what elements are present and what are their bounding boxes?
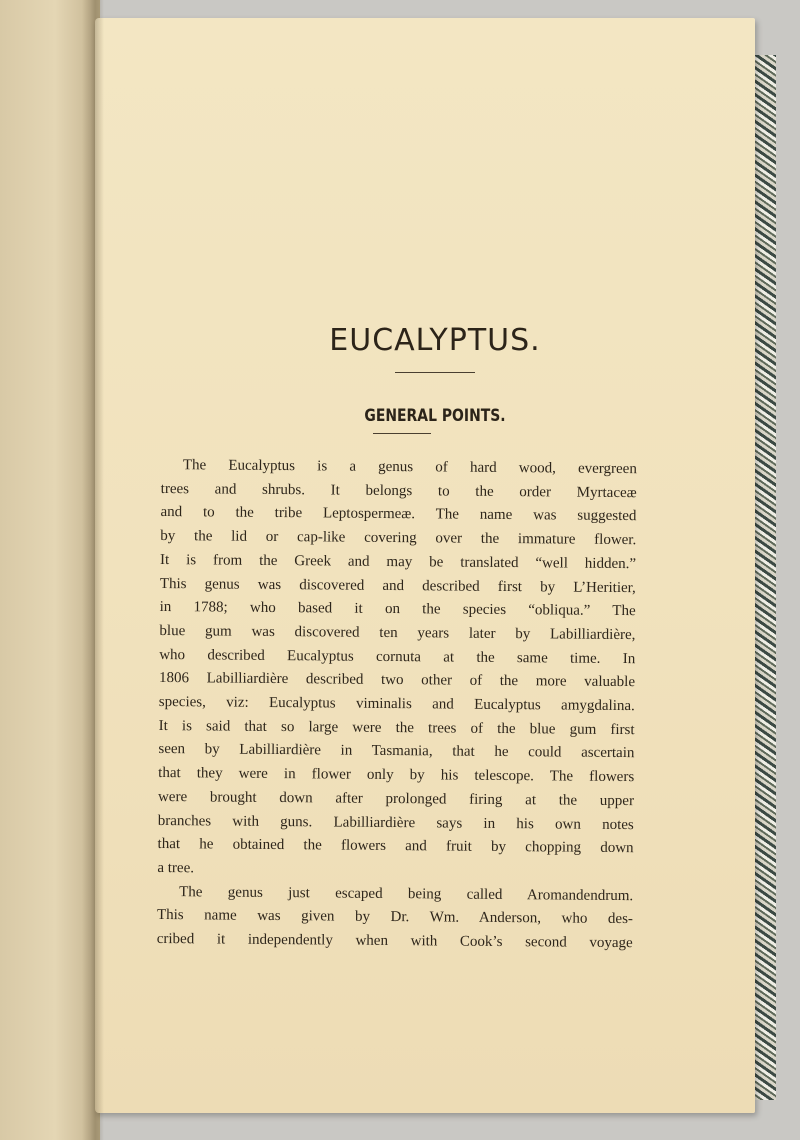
text-line: It is from the Greek and may be translated “well hidden.” (160, 551, 637, 572)
text-line: were brought down after prolonged firing at the upper (157, 788, 635, 809)
text-line: cribed it independently when with Cook’s second voyage (156, 931, 633, 952)
text-line: seen by Labilliardière in Tasmania, that he could ascertain (158, 741, 635, 762)
title-divider (395, 372, 475, 373)
text-line: blue gum was discovered ten years later by Labilliardière, (159, 622, 636, 644)
text-line: The Eucalyptus is a genus of hard wood, evergreen (182, 457, 637, 478)
text-line: in 1788; who based it on the species “obliqua.” The (159, 599, 636, 620)
book-page (95, 18, 755, 1113)
text-line: The genus just escaped being called Aromandendrum. (179, 883, 634, 904)
body-text (157, 454, 637, 956)
section-heading: GENERAL POINTS. (364, 406, 506, 426)
text-line: It is said that so large were the trees of the blue gum first (158, 717, 635, 738)
text-line: 1806 Labilliardière described two other of the more valuable (158, 670, 636, 691)
text-line: by the lid or cap-like covering over the immature flower. (160, 528, 637, 549)
text-line: branches with guns. Labilliardière says in his own notes (157, 812, 634, 833)
spine-shadow (82, 0, 104, 1140)
text-line: a tree. (157, 859, 195, 877)
text-line: This name was given by Dr. Wm. Anderson, who des- (156, 907, 634, 928)
page-title: EUCALYPTUS. (329, 323, 541, 358)
text-line: trees and shrubs. It belongs to the order Myrtaceæ (160, 480, 637, 501)
text-line: who described Eucalyptus cornuta at the same time. In (159, 646, 636, 667)
heading-divider (373, 433, 431, 434)
text-line: that he obtained the flowers and fruit by chopping down (157, 836, 634, 857)
text-line: species, viz: Eucalyptus viminalis and Eucalyptus amygdalina. (158, 694, 635, 715)
text-line: that they were in flower only by his telescope. The flowers (158, 765, 635, 786)
paragraph (157, 881, 634, 956)
paragraph (157, 454, 637, 885)
text-line: and to the tribe Leptospermeæ. The name was suggested (160, 504, 637, 525)
text-line: This genus was discovered and described first by L’Heritier, (159, 575, 636, 596)
